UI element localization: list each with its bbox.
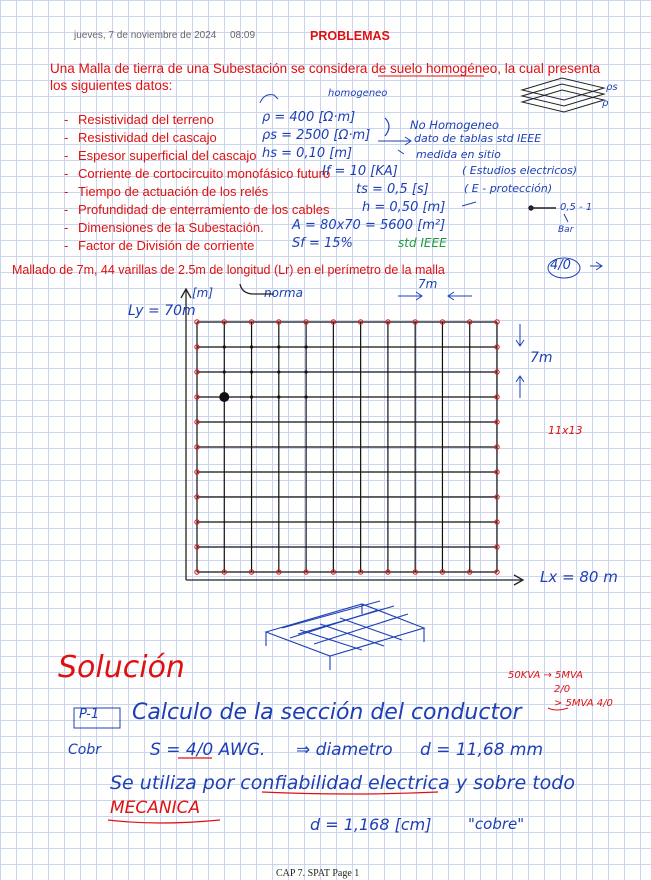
norma-label: norma <box>264 286 303 300</box>
annotation-estudios: ( Estudios electricos) <box>462 164 578 177</box>
underline-mecanica <box>108 820 220 823</box>
step-box <box>74 708 120 728</box>
data-item-label: - Corriente de cortocircuito monofásico futuro <box>78 166 330 181</box>
data-item-value: Sf = 15% <box>292 236 353 251</box>
annotation-depth-range: 0,5 - 1 <box>560 202 593 213</box>
annotation-medida-insitu: medida en sitio <box>416 148 501 161</box>
page-title: PROBLEMAS <box>310 29 390 43</box>
diameter-cm: d = 1,168 [cm] <box>310 815 432 834</box>
reason-emphasis: MECANICA <box>110 798 201 818</box>
ly-label: Ly = 70m <box>128 303 196 319</box>
lx-label: Lx = 80 m <box>540 568 618 586</box>
data-item-label: - Profundidad de enterramiento de los cables <box>78 202 330 217</box>
annotation-awg: 4/0 <box>550 258 571 273</box>
annotation-rhos: ρs <box>606 82 618 93</box>
junction-dot <box>250 345 253 348</box>
section-value: S = 4/0 AWG. <box>150 740 266 760</box>
power-note-2: 2/0 <box>554 684 571 695</box>
junction-dot <box>304 345 307 348</box>
grid-count-label: 11x13 <box>548 424 583 437</box>
arrow-homogeneo <box>260 95 278 103</box>
junction-dot <box>250 370 253 373</box>
data-item-label: - Factor de División de corriente <box>78 238 254 253</box>
annotation-no-homogeneo: No Homogeneo <box>410 118 499 132</box>
annotation-std-ieee: std IEEE <box>398 236 447 250</box>
mesh-caption: Mallado de 7m, 44 varillas de 2.5m de longitud (Lr) en el perímetro de la malla <box>12 263 445 277</box>
junction-dot <box>277 370 280 373</box>
material-label: Cobr <box>68 742 101 758</box>
note-date: jueves, 7 de noviembre de 2024 <box>74 30 217 41</box>
data-item-label: - Resistividad del cascajo <box>78 130 217 145</box>
spacing-right-label: 7m <box>530 350 553 366</box>
power-note-3: > 5MVA 4/0 <box>554 698 613 709</box>
awg-arrow <box>548 214 602 278</box>
reason-text: Se utiliza por confiabilidad electrica y sobre todo <box>110 772 575 794</box>
data-item-label: - Dimensiones de la Subestación. <box>78 220 264 235</box>
arrow-depth <box>462 202 476 206</box>
data-item-label: - Espesor superficial del cascajo <box>78 148 256 163</box>
data-item-value: A = 80x70 = 5600 [m²] <box>292 218 446 233</box>
brace-icon <box>385 118 389 136</box>
power-note-1: 50KVA → 5MVA <box>508 670 584 681</box>
underline-40-red <box>548 708 568 710</box>
data-item-value: ts = 0,5 [s] <box>356 182 429 197</box>
page-footer: CAP 7. SPAT Page 1 <box>276 868 360 879</box>
material-quote: "cobre" <box>468 815 525 833</box>
diameter-value: d = 11,68 mm <box>420 740 544 760</box>
arrow-medida <box>398 150 404 154</box>
ground-mesh <box>195 320 499 574</box>
junction-dot <box>304 395 307 398</box>
soil-layer-sketch <box>522 78 604 112</box>
junction-dot <box>250 395 253 398</box>
data-item-value: If = 10 [KA] <box>322 164 398 179</box>
solution-title: Solución <box>58 650 185 685</box>
data-item-value: ρs = 2500 [Ω·m] <box>262 128 371 143</box>
diameter-label: ⇒ diametro <box>296 740 393 760</box>
step-title: Calculo de la sección del conductor <box>132 700 522 725</box>
data-item-label: - Tiempo de actuación de los relés <box>78 184 268 199</box>
annotation-dato-tablas: dato de tablas std IEEE <box>414 132 542 145</box>
underline-confiabilidad <box>262 792 438 794</box>
data-item-value: ρ = 400 [Ω·m] <box>262 110 356 125</box>
highlighted-node <box>219 392 229 402</box>
spacing-arrows <box>398 292 524 398</box>
junction-dot <box>223 370 226 373</box>
mesh-3d-sketch <box>266 601 424 670</box>
annotation-bar: Bar <box>558 225 574 235</box>
junction-dot <box>304 370 307 373</box>
data-item-value: h = 0,50 [m] <box>362 200 446 215</box>
annotation-proteccion: ( E - protección) <box>464 182 553 195</box>
data-item-label: - Resistividad del terreno <box>78 112 214 127</box>
note-time: 08:09 <box>230 30 256 41</box>
spacing-top-label: 7m <box>418 277 438 291</box>
junction-dot <box>277 395 280 398</box>
annotation-homogeneo: homogeneo <box>328 88 388 99</box>
junction-dot <box>223 345 226 348</box>
step-tag: P-1 <box>79 707 100 722</box>
data-item-value: hs = 0,10 [m] <box>262 146 353 161</box>
unit-label: [m] <box>192 286 214 300</box>
annotation-rho: ρ <box>602 98 609 109</box>
axis-icon <box>181 284 523 585</box>
rod-icon <box>529 206 556 210</box>
problem-statement: Una Malla de tierra de una Subestación se considera de suelo homogéneo, la cual presenta los siguientes datos: <box>50 61 601 93</box>
junction-dot <box>277 345 280 348</box>
